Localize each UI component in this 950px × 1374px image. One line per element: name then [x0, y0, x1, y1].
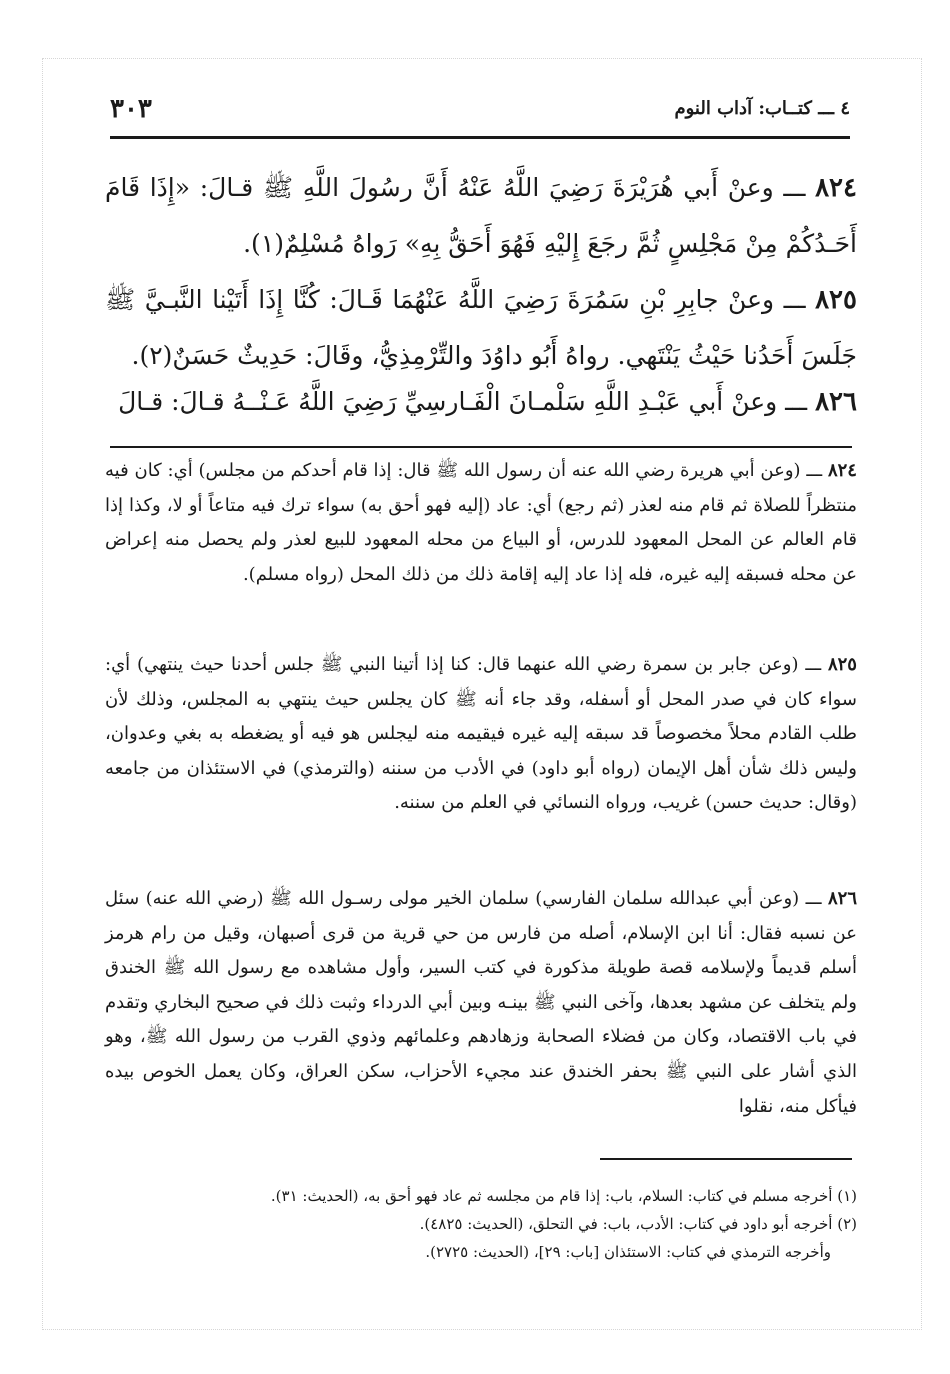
hadith-text: ـــ وعنْ أَبي عَبْـدِ اللَّهِ سَلْمـانَ الْفَـارسِيِّ رَضِيَ اللَّهُ عَـنْــهُ قـالَ: قـالَ [118, 387, 808, 416]
hadith-number: ٨٢٤ [815, 173, 857, 203]
commentary-text: ـــ (وعن أبي عبدالله سلمان الفارسي) سلمان الخير مولى رسـول الله ﷺ (رضي الله عنه) سئل عن نسبه فقال: أنا ابن الإسلام، أصله من فارس من حي قرية من قرى أصبهان، وقيل من رام هرمز أسلم قديماً ولإسلامه قصة طويلة مذكورة في كتب السير، وأول مشاهده مع رسول الله ﷺ الخندق ولم يتخلف عن مشهد بعدها، وآخى النبي ﷺ بينـه وبين أبي الدرداء وثبت ذلك في صحيح البخاري وتقدم في باب الاقتصاد، وكان من فضلاء الصحابة وزهادهم وعلمائهم وذوي القرب من رسول الله ﷺ، وهو الذي أشار على النبي ﷺ بحفر الخندق عند مجيء الأحزاب، سكن العراق، وكان يعمل الخوص بيده فيأكل منه، نقلوا [105, 888, 857, 1117]
section-divider [110, 446, 852, 448]
footnote-rule [600, 1158, 852, 1160]
hadith-824 [105, 160, 857, 272]
commentary-826 [105, 882, 857, 1124]
footnote-1: (١) أخرجه مسلم في كتاب: السلام، باب: إذا قام من مجلسه ثم عاد فهو أحق به، (الحديث: ٣١). [270, 1187, 857, 1205]
commentary-number: ٨٢٦ [827, 888, 857, 909]
hadith-825 [105, 272, 857, 384]
footnote-2-continued: وأخرجه الترمذي في كتاب: الاستئذان [باب: ٢٩]، (الحديث: ٢٧٢٥). [425, 1243, 831, 1261]
chapter-title: ٤ ـــ كتــاب: آداب النوم [674, 98, 850, 119]
hadith-number: ٨٢٥ [815, 285, 857, 315]
commentary-number: ٨٢٤ [827, 460, 857, 481]
hadith-text: ـــ وعنْ جابِرِ بْنِ سَمُرَةَ رَضِيَ اللَّهُ عَنْهُمَا قَـالَ: كُنَّا إِذَا أَتَيْنا النَّبـيَّ ﷺ جَلَسَ أَحَدُنا حَيْثُ يَنْتَهي. رواهُ أَبُو داوُدَ والتِّرْمِذِيُّ، وقَالَ: حَدِيثٌ حَسَنٌ(٢). [105, 285, 857, 370]
hadith-826 [105, 374, 857, 430]
header-rule [110, 136, 850, 139]
hadith-number: ٨٢٦ [815, 387, 857, 417]
commentary-text: ـــ (وعن جابر بن سمرة رضي الله عنهما قال: كنا إذا أتينا النبي ﷺ جلس أحدنا حيث ينتهي) أي: سواء كان في صدر المحل أو أسفله، وقد جاء أنه ﷺ كان يجلس حيث ينتهي به المجلس، وذلك لأن طلب القادم محلاً مخصوصاً قد سبقه إليه غيره فيقيمه منه ليجلس هو فيه أو يضغطه به بغي وعدوان، وليس ذلك شأن أهل الإيمان (رواه أبو داود) في الأدب من سننه (والترمذي) في الاستئذان من جامعه (وقال: حديث حسن) غريب، ورواه النسائي في العلم من سننه. [105, 654, 857, 814]
commentary-825 [105, 648, 857, 821]
hadith-text: ـــ وعنْ أَبي هُرَيْرَةَ رَضِيَ اللَّهُ عَنْهُ أَنَّ رسُولَ اللَّهِ ﷺ قـالَ: «إِذَا قَامَ أَحَـدُكُمْ مِنْ مَجْلِسٍ ثُمَّ رجَعَ إِليْهِ فَهُوَ أَحَقُّ بِهِ» رَواهُ مُسْلِمٌ(١). [105, 173, 857, 258]
commentary-number: ٨٢٥ [827, 654, 857, 675]
footnotes [105, 1182, 857, 1266]
commentary-text: ـــ (وعن أبي هريرة رضي الله عنه أن رسول الله ﷺ قال: إذا قام أحدكم من مجلس) أي: كان فيه منتظراً للصلاة ثم قام منه لعذر (ثم رجع) أي: عاد (إليه فهو أحق به) سواء ترك فيه متاعاً أو لا، وكذا إذا قام العالم عن المحل المعهود للدرس، أو البياع من محله المعهود للبيع لعذر ولم يحصل منه إعراض عن محله فسبقه إليه غيره، فله إذا عاد إليه إقامة ذلك من ذلك المحل (رواه مسلم). [105, 460, 857, 585]
page-number: ٣٠٣ [110, 94, 152, 124]
commentary-824 [105, 454, 857, 592]
running-header [110, 94, 850, 134]
footnote-2: (٢) أخرجه أبو داود في كتاب: الأدب، باب: في التحلق، (الحديث: ٤٨٢٥). [419, 1215, 857, 1233]
